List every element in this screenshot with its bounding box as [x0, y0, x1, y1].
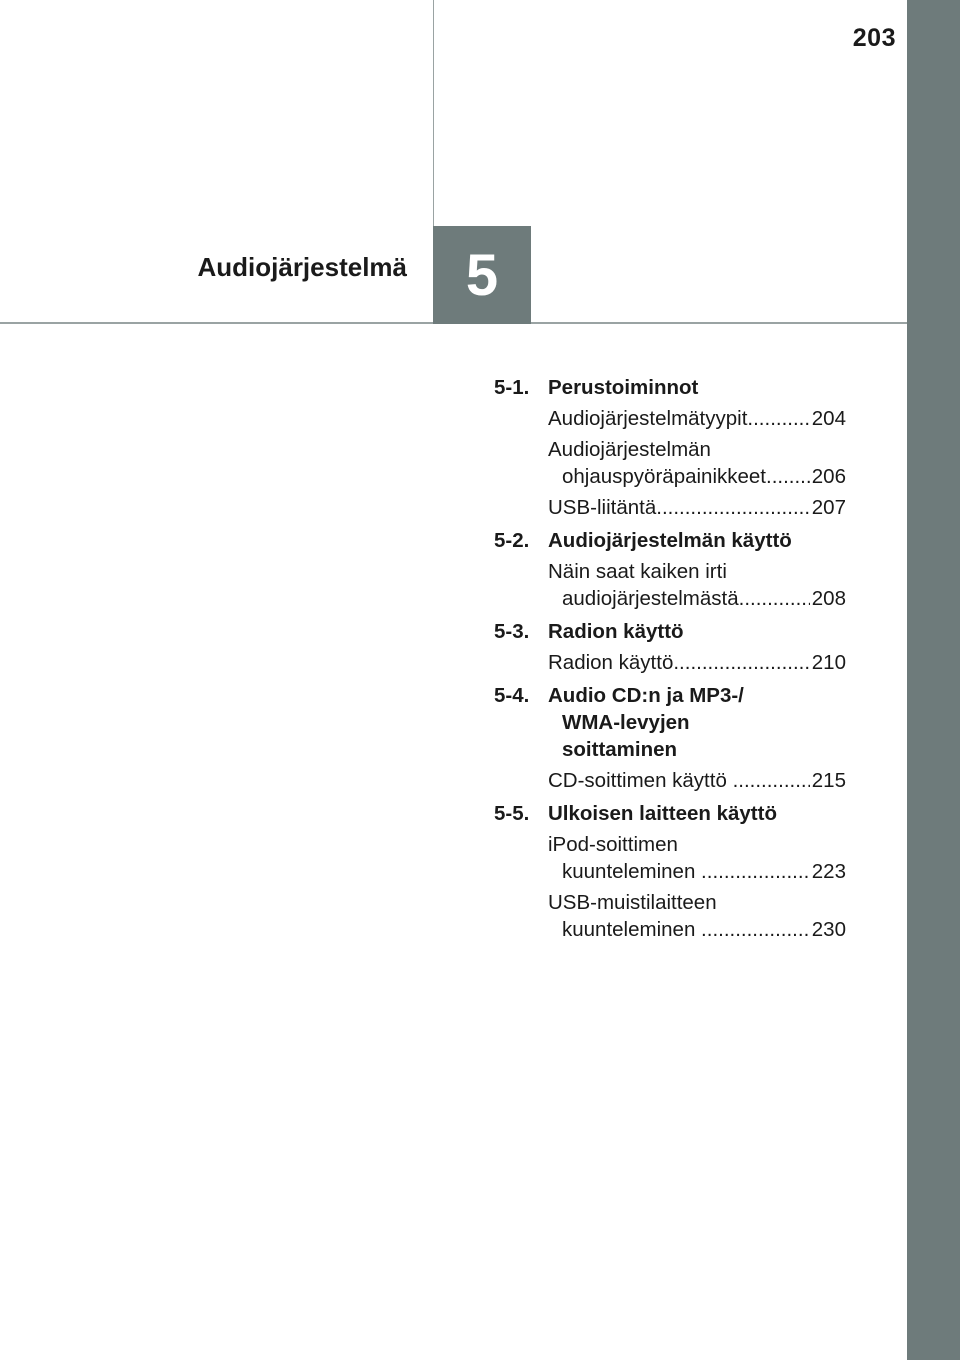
table-of-contents [494, 368, 846, 947]
entry-page: 215 [811, 769, 846, 792]
entry-title-cont: kuunteleminen [562, 860, 702, 883]
toc-section[interactable] [494, 527, 846, 554]
entry-title-cont: ohjauspyöräpainikkeet [562, 465, 766, 488]
entry-title: USB-liitäntä [548, 496, 657, 519]
section-number: 5-1. [494, 376, 530, 399]
section-title [548, 800, 846, 827]
entry-title: Audiojärjestelmätyypit [548, 407, 748, 430]
entry-page: 206 [811, 465, 846, 488]
toc-section[interactable] [494, 682, 846, 763]
leader-dots [739, 585, 810, 612]
section-number: 5-2. [494, 529, 530, 552]
entry-page: 204 [811, 407, 846, 430]
page-number: 203 [852, 24, 896, 52]
section-title-line: Audiojärjestelmän käyttö [548, 529, 792, 552]
section-number: 5-5. [494, 802, 530, 825]
entry-title-cont: kuunteleminen [562, 918, 702, 941]
section-title [548, 682, 846, 763]
leader-dots [656, 494, 810, 521]
entry-title: Näin saat kaiken irti [548, 560, 727, 583]
toc-section[interactable] [494, 374, 846, 401]
section-title-line: soittaminen [562, 738, 678, 761]
leader-dots [701, 858, 810, 885]
entry-title: Audiojärjestelmän [548, 438, 711, 461]
section-number: 5-3. [494, 620, 530, 643]
entry-title: USB-muistilaitteen [548, 891, 717, 914]
section-title-line: Ulkoisen laitteen käyttö [548, 802, 777, 825]
leader-dots [733, 767, 810, 794]
entry-title: iPod-soittimen [548, 833, 678, 856]
leader-dots [766, 463, 810, 490]
entry-page: 208 [811, 587, 846, 610]
chapter-number-box [433, 226, 531, 324]
section-title [548, 374, 846, 401]
leader-dots [673, 649, 809, 676]
entry-title: Radion käyttö [548, 651, 674, 674]
chapter-title: Audiojärjestelmä [197, 252, 407, 282]
toc-section[interactable] [494, 800, 846, 827]
section-title-line: Audio CD:n ja MP3-/ [548, 684, 744, 707]
header-vertical-rule [433, 0, 434, 226]
toc-entry[interactable] [548, 889, 846, 943]
section-number: 5-4. [494, 684, 530, 707]
section-title [548, 618, 846, 645]
entry-title-cont: audiojärjestelmästä [562, 587, 739, 610]
entry-page: 230 [811, 918, 846, 941]
toc-entry[interactable] [548, 494, 846, 521]
leader-dots [701, 916, 810, 943]
section-title-line: Radion käyttö [548, 620, 684, 643]
entry-page: 223 [811, 860, 846, 883]
leader-dots [747, 405, 809, 432]
entry-title: CD-soittimen käyttö [548, 769, 733, 792]
chapter-number: 5 [465, 242, 499, 308]
toc-entry[interactable] [548, 558, 846, 612]
toc-entry[interactable] [548, 767, 846, 794]
chapter-tab-sidebar [907, 0, 960, 1360]
toc-entry[interactable] [548, 436, 846, 490]
section-title [548, 527, 846, 554]
toc-entry[interactable] [548, 649, 846, 676]
toc-section[interactable] [494, 618, 846, 645]
toc-entry[interactable] [548, 831, 846, 885]
section-title-line: WMA-levyjen [562, 711, 690, 734]
entry-page: 207 [811, 496, 846, 519]
section-title-line: Perustoiminnot [548, 376, 699, 399]
toc-entry[interactable] [548, 405, 846, 432]
entry-page: 210 [811, 651, 846, 674]
